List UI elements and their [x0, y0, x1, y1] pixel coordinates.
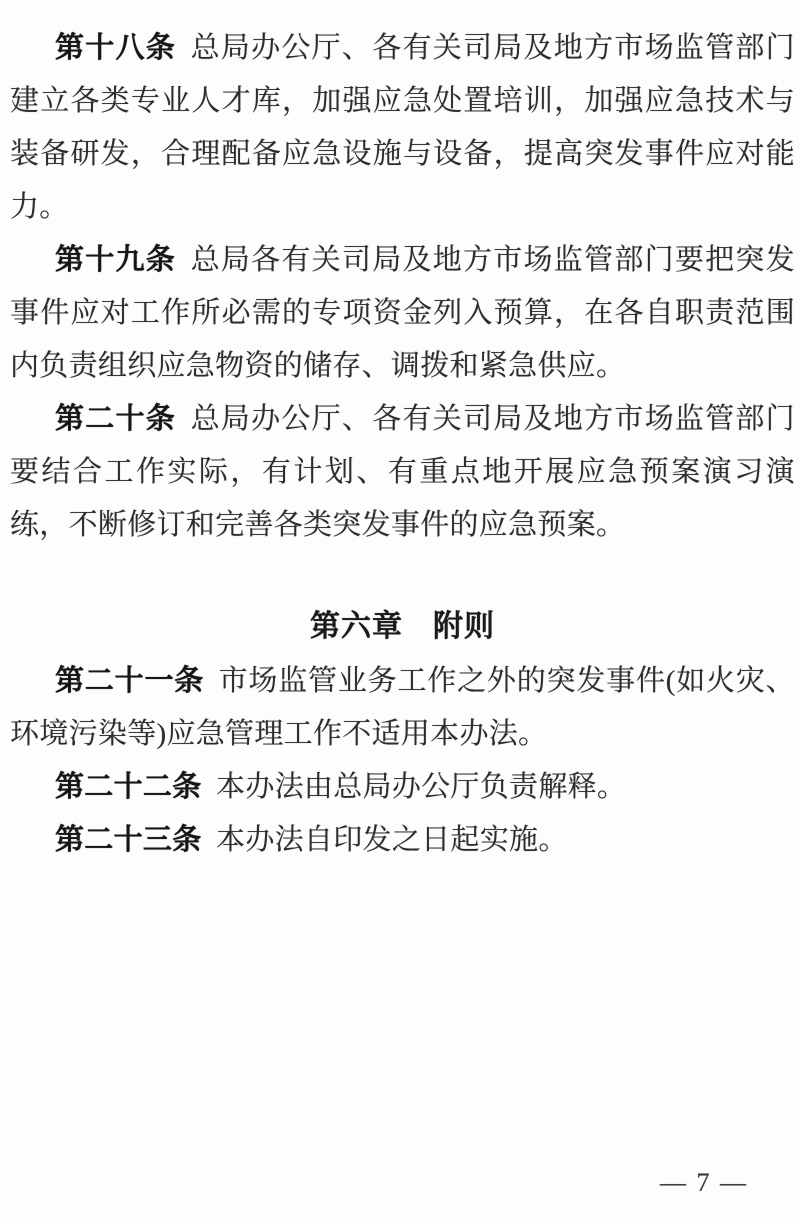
article-19-paragraph	[10, 234, 795, 393]
article-20-paragraph	[10, 393, 795, 552]
page-number: — 7 —	[660, 1168, 748, 1197]
article-21-number: 第二十一条	[55, 665, 205, 697]
article-22-paragraph	[10, 761, 795, 814]
article-19-number: 第十九条	[55, 244, 177, 276]
article-18-text: 总局办公厅、各有关司局及地方市场监管部门建立各类专业人才库，加强应急处置培训，加强应急技术与装备研发，合理配备应急设施与设备，提高突发事件应对能力。	[10, 32, 795, 223]
chapter-title: 附则	[433, 610, 495, 643]
article-23-paragraph	[10, 814, 795, 867]
article-19-text: 总局各有关司局及地方市场监管部门要把突发事件应对工作所必需的专项资金列入预算，在各自职责范围内负责组织应急物资的储存、调拨和紧急供应。	[10, 244, 795, 382]
article-18-number: 第十八条	[55, 32, 177, 64]
chapter-number: 第六章	[310, 610, 403, 643]
article-22-number: 第二十二条	[55, 771, 202, 803]
article-18-paragraph	[10, 22, 795, 234]
article-23-number: 第二十三条	[55, 824, 202, 856]
article-20-text: 总局办公厅、各有关司局及地方市场监管部门要结合工作实际，有计划、有重点地开展应急预案演习演练，不断修订和完善各类突发事件的应急预案。	[10, 403, 795, 541]
article-21-text: 市场监管业务工作之外的突发事件(如火灾、环境污染等)应急管理工作不适用本办法。	[10, 665, 795, 750]
article-21-paragraph	[10, 655, 795, 761]
article-23-text: 本办法自印发之日起实施。	[216, 824, 568, 856]
chapter-heading	[10, 600, 795, 653]
article-22-text: 本办法由总局办公厅负责解释。	[216, 771, 627, 803]
article-20-number: 第二十条	[55, 403, 177, 435]
